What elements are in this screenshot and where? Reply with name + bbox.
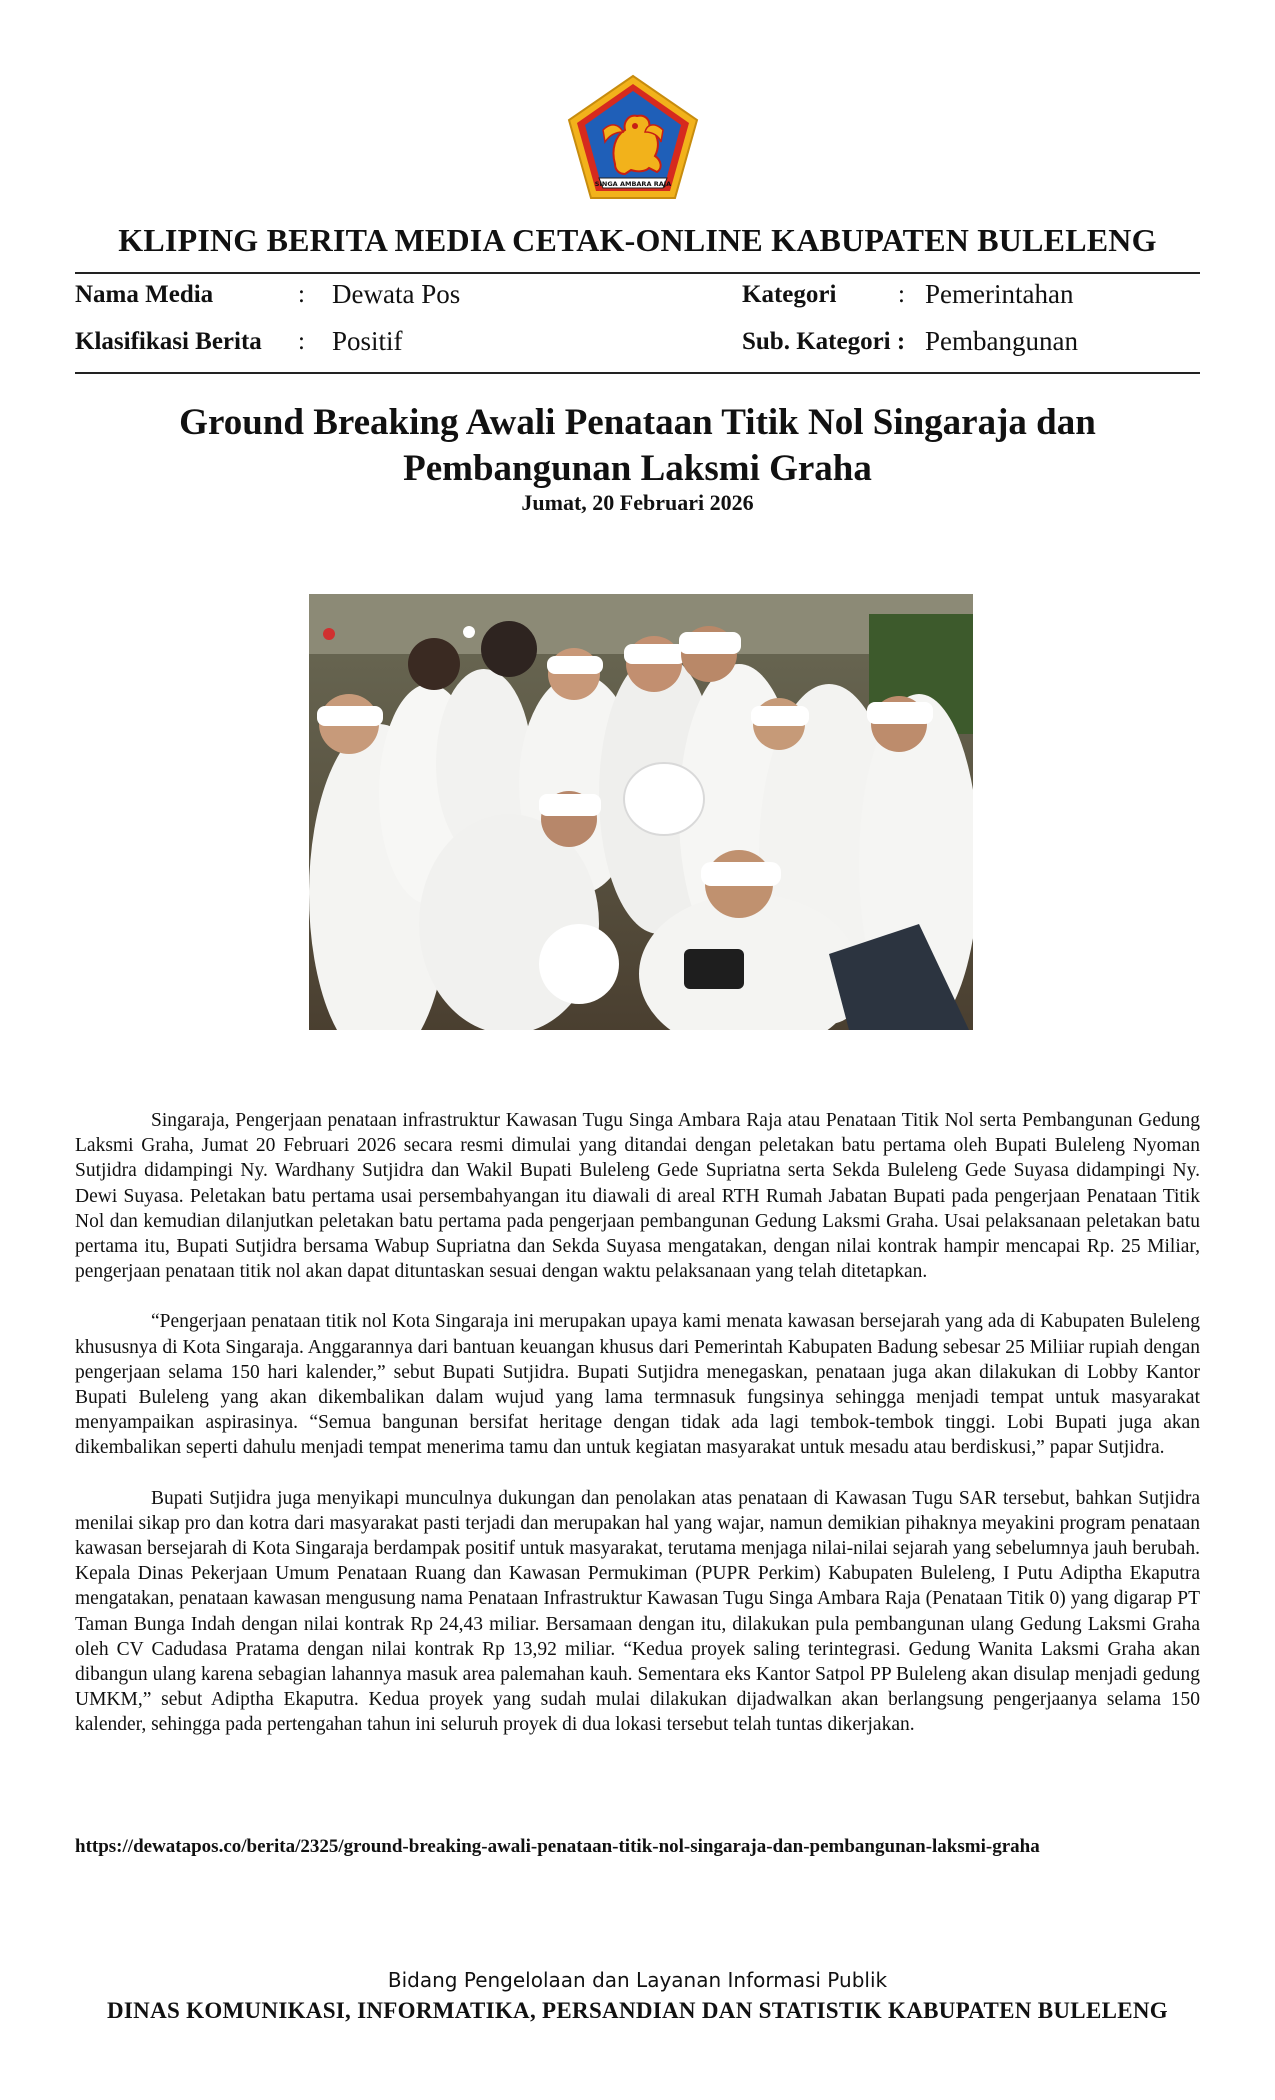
article-body: [75, 1108, 1200, 1763]
sub-kategori-label: Sub. Kategori :: [742, 328, 906, 355]
source-link[interactable]: https://dewatapos.co/berita/2325/ground-breaking-awali-penataan-titik-nol-singaraja-dan-pembangunan-laksmi-graha: [75, 1836, 1040, 1857]
header-divider-bottom: [75, 372, 1200, 374]
kategori-colon: :: [898, 281, 905, 308]
media-label: Nama Media: [75, 281, 214, 308]
footer-title: DINAS KOMUNIKASI, INFORMATIKA, PERSANDIAN DAN STATISTIK KABUPATEN BULELENG: [107, 1998, 1168, 2023]
klasifikasi-label: Klasifikasi Berita: [75, 328, 262, 355]
media-value: Dewata Pos: [332, 279, 461, 309]
article-date: Jumat, 20 Februari 2026: [521, 490, 754, 515]
article-paragraph: Singaraja, Pengerjaan penataan infrastruktur Kawasan Tugu Singa Ambara Raja atau Penataan Titik Nol serta Pembangunan Gedung Laksmi Graha, Jumat 20 Februari 2026 secara resmi dimulai yang ditandai dengan peletakan batu pertama oleh Bupati Buleleng Nyoman Sutjidra didampingi Ny. Wardhany Sutjidra dan Wakil Bupati Buleleng Gede Supriatna serta Sekda Buleleng Gede Suyasa didampingi Ny. Dewi Suyasa. Peletakan batu pertama usai persembahyangan itu diawali di areal RTH Rumah Jabatan Bupati pada pengerjaan Penataan Titik Nol dan kemudian dilanjutkan peletakan batu pertama pada pengerjaan pembangunan Gedung Laksmi Graha. Usai pelaksanaan peletakan batu pertama itu, Bupati Sutjidra bersama Wabup Supriatna dan Sekda Suyasa mengatakan, dengan nilai kontrak hampir mencapai Rp. 25 Miliar, pengerjaan penataan titik nol akan dapat dituntaskan sesuai dengan waktu pelaksanaan yang telah ditetapkan.: [75, 1110, 1200, 1283]
sub-kategori-value: Pembangunan: [925, 326, 1078, 356]
klasifikasi-colon: :: [298, 328, 305, 355]
article-paragraph: “Pengerjaan penataan titik nol Kota Singaraja ini merupakan upaya kami menata kawasan bersejarah yang ada di Kabupaten Buleleng khususnya di Kota Singaraja. Anggarannya dari bantuan keuangan khusus dari Pemerintah Kabupaten Badung sebesar 25 Miliiar rupiah dengan pengerjaan selama 150 hari kalender,” sebut Bupati Sutjidra. Bupati Sutjidra menegaskan, penataan juga akan dilakukan di Lobby Kantor Bupati Buleleng yang akan dikembalikan dalam wujud yang lama termnasuk fungsinya sehingga menjadi tempat untuk masyarakat menyampaikan aspirasinya. “Semua bangunan bersifat heritage dengan tidak ada lagi tembok-tembok tinggi. Lobi Bupati juga akan dikembalikan seperti dahulu menjadi tempat menerima tamu dan untuk kegiatan masyarakat untuk mesadu atau berdiskusi,” papar Sutjidra.: [75, 1311, 1200, 1459]
singa-ambara-raja-emblem-icon: [565, 72, 701, 202]
document-title: KLIPING BERITA MEDIA CETAK-ONLINE KABUPATEN BULELENG: [118, 222, 1157, 258]
kategori-label: Kategori: [742, 281, 837, 308]
media-colon: :: [298, 281, 305, 308]
kategori-value: Pemerintahan: [925, 279, 1074, 309]
klasifikasi-value: Positif: [332, 326, 403, 356]
article-paragraph: Bupati Sutjidra juga menyikapi munculnya dukungan dan penolakan atas penataan di Kawasan Tugu SAR tersebut, bahkan Sutjidra menilai sikap pro dan kotra dari masyarakat pasti terjadi dan merupakan hal yang wajar, namun demikian pihaknya meyakini program penataan kawasan bersejarah di Kota Singaraja berdampak positif untuk masyarakat, terutama menjaga nilai-nilai sejarah yang sebelumnya jauh berubah. Kepala Dinas Pekerjaan Umum Penataan Ruang dan Kawasan Permukiman (PUPR Perkim) Kabupaten Buleleng, I Putu Adiptha Ekaputra mengatakan, penataan kawasan mengusung nama Penataan Infrastruktur Kawasan Tugu Singa Ambara Raja (Penataan Titik 0) yang digarap PT Taman Bunga Indah dengan nilai kontrak Rp 24,43 miliar. Bersamaan dengan itu, dilakukan pula pembangunan ulang Gedung Laksmi Graha oleh CV Cadudasa Pratama dengan nilai kontrak Rp 13,92 miliar. “Kedua proyek saling terintegrasi. Gedung Wanita Laksmi Graha akan dibangun ulang karena sebagian lahannya masuk area palemahan kauh. Sementara eks Kantor Satpol PP Buleleng akan disulap menjadi gedung UMKM,” sebut Adiptha Ekaputra. Kedua proyek yang sudah mulai dilakukan dijadwalkan akan berlangsung pengerjaanya selama 150 kalender, sehingga pada pertengahan tahun ini seluruh proyek di dua lokasi tersebut telah tuntas dikerjakan.: [75, 1487, 1200, 1736]
groundbreaking-ceremony-photo: [309, 594, 973, 1030]
header-divider-top: [75, 272, 1200, 274]
footer-subtitle: Bidang Pengelolaan dan Layanan Informasi Publik: [387, 1968, 888, 1992]
article-title: Ground Breaking Awali Penataan Titik Nol Singaraja dan Pembangunan Laksmi Graha: [179, 402, 1096, 489]
logo-motto: SINGA AMBARA RAJA: [594, 180, 672, 188]
